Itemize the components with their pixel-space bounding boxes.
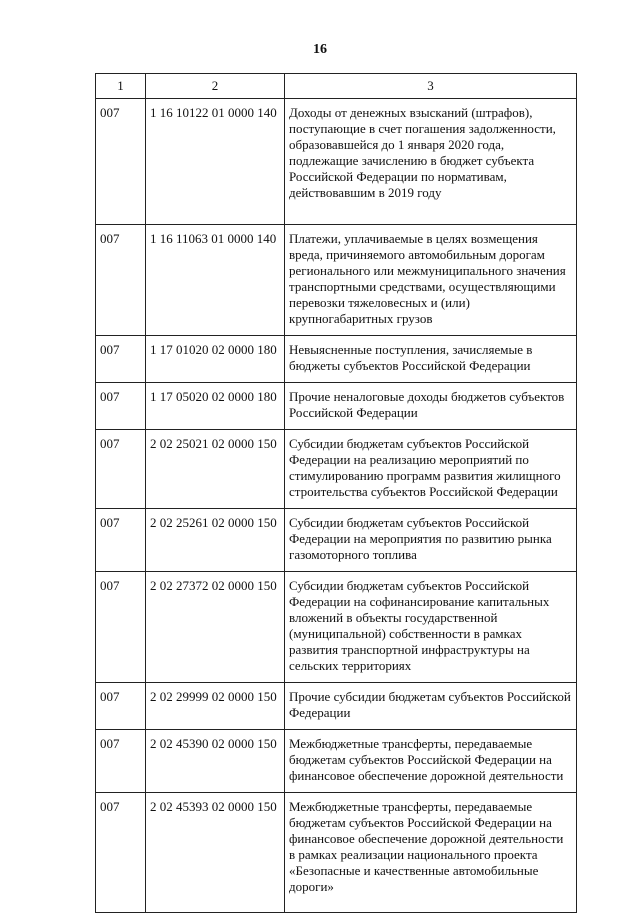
description-cell: Межбюджетные трансферты, передаваемые бюджетам субъектов Российской Федерации на финансовое обеспечение дорожной деятельности xyxy=(285,730,577,793)
table-header-row xyxy=(96,74,577,99)
budget-code-cell: 1 17 01020 02 0000 180 xyxy=(146,336,285,383)
description-cell: Субсидии бюджетам субъектов Российской Федерации на реализацию мероприятий по стимулированию программ развития жилищного строительства субъектов Российской Федерации xyxy=(285,430,577,509)
admin-code-cell: 007 xyxy=(96,383,146,430)
admin-code-cell: 007 xyxy=(96,572,146,683)
admin-code-cell: 007 xyxy=(96,336,146,383)
description-cell: Межбюджетные трансферты, передаваемые бюджетам субъектов Российской Федерации на финансовое обеспечение дорожной деятельности в рамках реализации национального проекта «Безопасные и качественные автомобильные дороги» xyxy=(285,793,577,913)
budget-code-cell: 2 02 45390 02 0000 150 xyxy=(146,730,285,793)
admin-code-cell: 007 xyxy=(96,730,146,793)
budget-code-cell: 1 17 05020 02 0000 180 xyxy=(146,383,285,430)
admin-code-cell: 007 xyxy=(96,430,146,509)
admin-code-cell: 007 xyxy=(96,509,146,572)
admin-code-cell: 007 xyxy=(96,225,146,336)
column-header-3: 3 xyxy=(285,74,577,99)
budget-code-cell: 2 02 29999 02 0000 150 xyxy=(146,683,285,730)
table-row xyxy=(96,572,577,683)
budget-code-cell: 1 16 11063 01 0000 140 xyxy=(146,225,285,336)
column-header-2: 2 xyxy=(146,74,285,99)
description-cell: Невыясненные поступления, зачисляемые в бюджеты субъектов Российской Федерации xyxy=(285,336,577,383)
description-cell: Прочие субсидии бюджетам субъектов Российской Федерации xyxy=(285,683,577,730)
description-cell: Субсидии бюджетам субъектов Российской Федерации на софинансирование капитальных вложений в объекты государственной (муниципальной) собственности в рамках развития транспортной инфраструктуры на сельских территориях xyxy=(285,572,577,683)
table-row xyxy=(96,793,577,913)
table-row xyxy=(96,383,577,430)
budget-code-cell: 2 02 45393 02 0000 150 xyxy=(146,793,285,913)
table-row xyxy=(96,336,577,383)
description-cell: Доходы от денежных взысканий (штрафов), поступающие в счет погашения задолженности, образовавшейся до 1 января 2020 года, подлежащие зачислению в бюджет субъекта Российской Федерации по нормативам, действовавшим в 2019 году xyxy=(285,99,577,225)
table-row xyxy=(96,225,577,336)
table-row xyxy=(96,730,577,793)
description-cell: Субсидии бюджетам субъектов Российской Федерации на мероприятия по развитию рынка газомоторного топлива xyxy=(285,509,577,572)
description-cell: Прочие неналоговые доходы бюджетов субъектов Российской Федерации xyxy=(285,383,577,430)
table-row xyxy=(96,430,577,509)
budget-code-cell: 2 02 25261 02 0000 150 xyxy=(146,509,285,572)
table-row xyxy=(96,683,577,730)
budget-code-cell: 1 16 10122 01 0000 140 xyxy=(146,99,285,225)
description-cell: Платежи, уплачиваемые в целях возмещения вреда, причиняемого автомобильным дорогам регионального или межмуниципального значения транспортными средствами, осуществляющими перевозки тяжеловесных и (или) крупногабаритных грузов xyxy=(285,225,577,336)
page-number: 16 xyxy=(313,42,327,57)
budget-code-cell: 2 02 25021 02 0000 150 xyxy=(146,430,285,509)
column-header-1: 1 xyxy=(96,74,146,99)
budget-code-cell: 2 02 27372 02 0000 150 xyxy=(146,572,285,683)
table-row xyxy=(96,99,577,225)
admin-code-cell: 007 xyxy=(96,793,146,913)
admin-code-cell: 007 xyxy=(96,683,146,730)
revenue-codes-table xyxy=(95,73,577,913)
table-row xyxy=(96,509,577,572)
admin-code-cell: 007 xyxy=(96,99,146,225)
